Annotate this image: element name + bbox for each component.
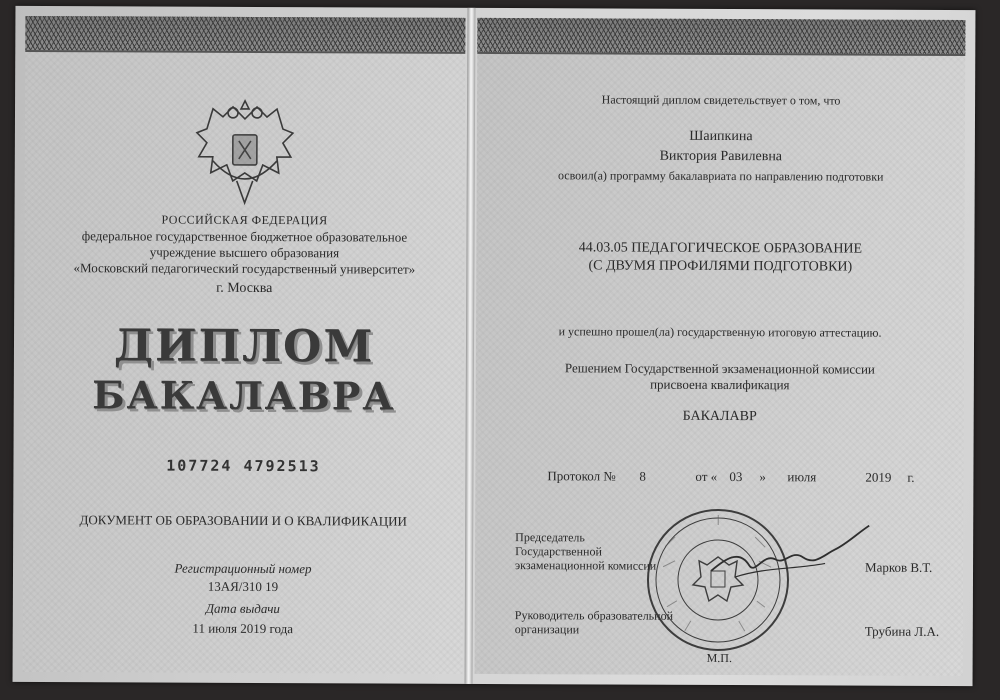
center-fold [465, 8, 476, 684]
date-close-quote: » [759, 469, 766, 485]
chair-title-line-2: Государственной [515, 544, 602, 559]
chair-title-line-1: Председатель [515, 530, 585, 545]
institution-line-2: учреждение высшего образования [149, 244, 340, 261]
stamp-place-label: М.П. [706, 650, 733, 666]
top-ornament-right [477, 18, 965, 56]
date-from-label: от « [695, 468, 718, 484]
decision-line-1: Решением Государственной экзаменационной комиссии [564, 360, 875, 377]
direction-line-2: (С ДВУМЯ ПРОФИЛЯМИ ПОДГОТОВКИ) [588, 258, 853, 275]
year-suffix: г. [907, 469, 915, 485]
serial-number: 107724 4792513 [166, 456, 321, 476]
protocol-number: 8 [639, 468, 646, 484]
issue-date-label: Дата выдачи [205, 600, 280, 617]
registration-label: Регистрационный номер [174, 560, 312, 577]
intro-text: Настоящий диплом свидетельствует о том, что [601, 92, 841, 108]
document-type: ДОКУМЕНТ ОБ ОБРАЗОВАНИИ И О КВАЛИФИКАЦИИ [79, 512, 407, 529]
head-title-line-2: организации [514, 622, 580, 637]
registration-number: 13АЯ/310 19 [207, 578, 279, 595]
protocol-day: 03 [729, 469, 743, 485]
head-title-line-1: Руководитель образовательной [514, 608, 674, 623]
right-page [475, 18, 966, 676]
title-bachelor: БАКАЛАВРА [92, 372, 396, 419]
chair-title-line-3: экзаменационной комиссии [515, 558, 657, 573]
protocol-label: Протокол № [547, 468, 616, 484]
diploma-sheet [13, 6, 976, 686]
protocol-year: 2019 [865, 469, 892, 485]
chair-signature-icon [705, 519, 875, 590]
institution-line-1: федеральное государственное бюджетное образовательное [81, 228, 408, 245]
attestation-line: и успешно прошел(ла) государственную итоговую аттестацию. [558, 324, 882, 340]
graduate-given-names: Виктория Равилевна [659, 148, 783, 165]
chair-name: Марков В.Т. [865, 559, 933, 575]
graduate-surname: Шаипкина [689, 128, 753, 145]
left-page [23, 16, 466, 674]
protocol-month: июля [787, 469, 817, 485]
head-name: Трубина Л.А. [864, 623, 940, 639]
top-ornament-left [25, 16, 465, 54]
country-name: РОССИЙСКАЯ ФЕДЕРАЦИЯ [161, 212, 328, 228]
decision-line-2: присвоена квалификация [650, 376, 790, 393]
coat-of-arms-icon [193, 99, 297, 207]
institution-line-3: «Московский педагогический государственный университет» [73, 260, 416, 277]
city: г. Москва [216, 280, 273, 297]
title-diploma: ДИПЛОМ [113, 320, 375, 373]
qualification: БАКАЛАВР [682, 408, 757, 425]
issue-date: 11 июля 2019 года [192, 620, 294, 637]
direction-line-1: 44.03.05 ПЕДАГОГИЧЕСКОЕ ОБРАЗОВАНИЕ [578, 240, 863, 257]
program-line: освоил(а) программу бакалавриата по направлению подготовки [557, 168, 884, 184]
